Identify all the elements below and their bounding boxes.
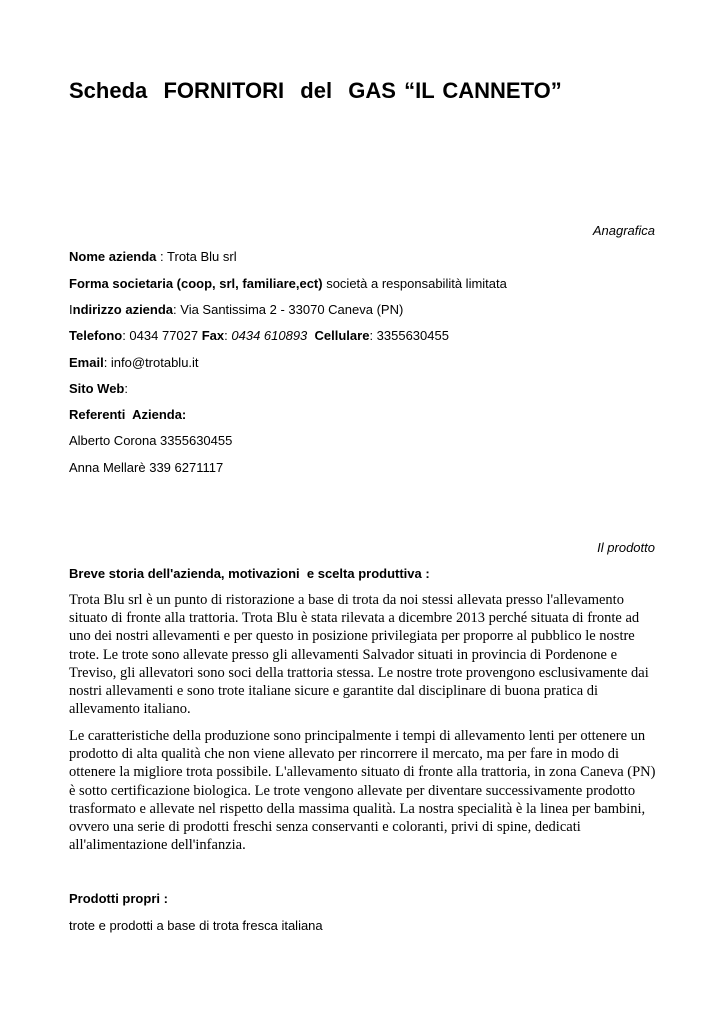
field-contatti xyxy=(69,328,449,343)
referente-item: Alberto Corona 3355630455 xyxy=(69,433,233,448)
prodotti-heading: Prodotti propri : xyxy=(69,891,168,906)
cellulare-value: : 3355630455 xyxy=(369,328,449,343)
field-email xyxy=(69,355,199,370)
nome-azienda-label: Nome azienda xyxy=(69,249,157,264)
fax-label: Fax xyxy=(201,328,225,343)
email-label: Email xyxy=(69,355,104,370)
referente-item: Anna Mellarè 339 6271117 xyxy=(69,460,224,475)
sito-web-value: : xyxy=(124,381,128,396)
storia-heading: Breve storia dell'azienda, motivazioni e scelta produttiva : xyxy=(69,566,430,581)
indirizzo-value: : Via Santissima 2 - 33070 Caneva (PN) xyxy=(173,302,404,317)
section-label-prodotto: Il prodotto xyxy=(597,540,655,555)
fax-value: 0434 610893 xyxy=(231,328,308,343)
indirizzo-label: ndirizzo azienda xyxy=(72,302,174,317)
telefono-label: Telefono xyxy=(69,328,123,343)
cellulare-label: Cellulare xyxy=(307,328,370,343)
forma-societaria-value: società a responsabilità limitata xyxy=(322,276,507,291)
email-value: : info@trotablu.it xyxy=(103,355,199,370)
forma-societaria-label: Forma societaria (coop, srl, familiare,ect) xyxy=(69,276,323,291)
nome-azienda-separator: : xyxy=(156,249,168,264)
referenti-label: Referenti Azienda: xyxy=(69,407,187,422)
storia-paragraph: Le caratteristiche della produzione sono principalmente i tempi di allevamento lenti per ottenere un prodotto di alta qualità che non viene allevato per rincorrere il mercato, ma per fare in modo di ottenere la migliore trota possibile. L'allevamento situato di fronte alla trattoria, in zona Caneva (PN) è sotto certificazione biologica. Le trote vengono allevate per diventare successivamente prodotto trasformato e allevate nel rispetto della massima qualità. La nostra specialità è la linea per bambini, ovvero una serie di prodotti freschi senza conservanti e coloranti, privi di spine, dedicati all'alimentazione dell'infanzia. xyxy=(69,728,656,854)
indirizzo-label-initial: I xyxy=(69,302,73,317)
storia-paragraph: Trota Blu srl è un punto di ristorazione a base di trota da noi stessi allevata presso l'allevamento situato di fronte alla trattoria. Trota Blu è stata rilevata a dicembre 2013 perché situata di fronte ad uno dei nostri allevamenti e per questo in posizione privilegiata per proporre al pubblico le nostre trote. Le trote sono allevate presso gli allevamenti Salvador situati in provincia di Pordenone e Treviso, gli allevatori sono soci della trattoria stessa. Le nostre trote provengono esclusivamente dai nostri allevamenti e sono trote italiane sicure e garantite dal disciplinare di buona pratica di allevamento italiano. xyxy=(69,592,649,718)
field-nome-azienda xyxy=(69,249,237,264)
fax-separator: : xyxy=(224,328,232,343)
telefono-value: : 0434 77027 xyxy=(122,328,202,343)
section-label-anagrafica: Anagrafica xyxy=(592,223,655,238)
prodotti-value: trote e prodotti a base di trota fresca italiana xyxy=(69,918,323,933)
field-indirizzo xyxy=(69,302,403,317)
page-title: Scheda FORNITORI del GAS “IL CANNETO” xyxy=(69,78,562,103)
sito-web-label: Sito Web xyxy=(69,381,125,396)
nome-azienda-value: Trota Blu srl xyxy=(167,249,237,264)
field-forma-societaria xyxy=(69,276,507,291)
field-sito-web xyxy=(69,381,128,396)
